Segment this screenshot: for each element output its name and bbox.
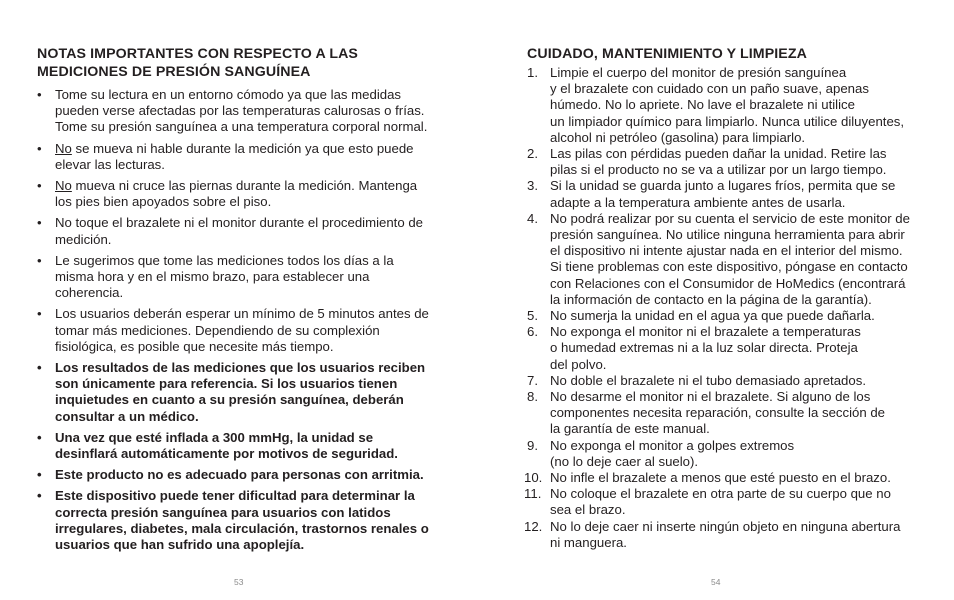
step-line: No exponga el monitor ni el brazalete a temperaturas xyxy=(550,324,861,340)
step-line: No exponga el monitor a golpes extremos xyxy=(550,437,795,453)
care-step xyxy=(527,373,927,389)
step-line: alcohol ni petróleo (gasolina) para limpiarlo. xyxy=(550,129,806,145)
note-item xyxy=(37,253,433,302)
step-line: Limpie el cuerpo del monitor de presión sanguínea xyxy=(550,65,847,80)
step-number: 1. xyxy=(527,65,538,80)
step-line: No coloque el brazalete en otra parte de su cuerpo que no xyxy=(550,486,891,502)
page-number-left: 53 xyxy=(234,577,244,587)
step-line: No desarme el monitor ni el brazalete. Si alguno de los xyxy=(550,389,871,405)
care-step xyxy=(527,324,927,373)
note-item xyxy=(37,306,433,355)
step-number: 12. xyxy=(524,518,543,534)
bullet-dot: • xyxy=(37,140,42,156)
note-item xyxy=(37,430,433,462)
left-heading-line2: MEDICIONES DE PRESIÓN SANGUÍNEA xyxy=(37,64,311,80)
step-line: con Relaciones con el Consumidor de HoMedics (encontrará xyxy=(550,275,906,291)
note-emphasis: No xyxy=(55,140,72,156)
step-line: la garantía de este manual. xyxy=(550,421,710,437)
note-item xyxy=(37,467,433,483)
note-item xyxy=(37,360,433,425)
care-step xyxy=(524,518,927,551)
step-line: Si tiene problemas con este dispositivo, póngase en contacto xyxy=(550,259,908,275)
step-number: 11. xyxy=(524,486,542,502)
step-line: y el brazalete con cuidado con un paño suave, apenas xyxy=(550,81,869,97)
step-line: No podrá realizar por su cuenta el servicio de este monitor de xyxy=(550,210,910,226)
note-text: Los resultados de las mediciones que los usuarios reciben son únicamente para referencia. Si los usuarios tienen inquietudes en cuanto a su presión sanguínea, deberán consultar a un médico. xyxy=(55,360,426,424)
care-step xyxy=(527,178,927,210)
care-step xyxy=(524,486,927,518)
note-text: Este producto no es adecuado para personas con arritmia. xyxy=(55,467,424,483)
note-text: Le sugerimos que tome las mediciones todos los días a la misma hora y en el mismo brazo, para establecer una coherencia. xyxy=(55,252,394,301)
care-step xyxy=(527,438,927,470)
page-number-right: 54 xyxy=(711,577,721,587)
step-line: No doble el brazalete ni el tubo demasiado apretados. xyxy=(550,372,866,388)
bullet-dot: • xyxy=(37,467,42,483)
right-page xyxy=(524,0,917,600)
note-text: se mueva ni hable durante la medición ya que esto puede elevar las lecturas. xyxy=(55,140,414,172)
note-text: Este dispositivo puede tener dificultad para determinar la correcta presión sanguínea para usuarios con latidos irregulares, diabetes, mala circulación, trastornos renales o usuarios que han sufrido una apoplejía. xyxy=(55,488,429,553)
care-step xyxy=(524,470,927,486)
bullet-dot: • xyxy=(37,87,42,102)
step-number: 3. xyxy=(527,178,538,194)
note-text: No toque el brazalete ni el monitor durante el procedimiento de medición. xyxy=(55,215,424,247)
bullet-dot: • xyxy=(37,488,42,504)
step-line: No sumerja la unidad en el agua ya que puede dañarla. xyxy=(550,308,875,324)
step-line: No infle el brazalete a menos que esté puesto en el brazo. xyxy=(550,470,891,486)
step-line: componentes necesita reparación, consulte la sección de xyxy=(550,405,886,421)
note-text: Una vez que esté inflada a 300 mmHg, la unidad se desinflará automáticamente por motivos de seguridad. xyxy=(55,429,398,462)
step-line: Si la unidad se guarda junto a lugares fríos, permita que se xyxy=(550,178,896,194)
step-line: pilas si el producto no se va a utilizar por un largo tiempo. xyxy=(550,162,887,178)
step-line: húmedo. No lo apriete. No lave el brazalete ni utilice xyxy=(550,97,855,113)
step-line: presión sanguínea. No utilice ninguna herramienta para abrir xyxy=(550,227,905,243)
bullet-dot: • xyxy=(37,360,42,376)
step-line: No lo deje caer ni inserte ningún objeto en ninguna abertura xyxy=(550,518,901,534)
step-line: un limpiador químico para limpiarlo. Nunca utilice diluyentes, xyxy=(550,113,905,129)
bullet-dot: • xyxy=(37,215,42,231)
step-line: Las pilas con pérdidas pueden dañar la unidad. Retire las xyxy=(550,146,887,162)
note-item xyxy=(37,488,433,553)
note-item xyxy=(37,87,433,136)
step-line: del polvo. xyxy=(550,356,607,372)
note-text: mueva ni cruce las piernas durante la medición. Mantenga los pies bien apoyados sobre el piso. xyxy=(55,178,418,210)
step-line: ni manguera. xyxy=(550,534,627,550)
left-heading-line1: NOTAS IMPORTANTES CON RESPECTO A LAS xyxy=(37,46,358,62)
step-line: el dispositivo ni intente ajustar nada en el interior del mismo. xyxy=(550,243,903,259)
care-step xyxy=(527,211,927,308)
step-number: 10. xyxy=(524,470,543,486)
note-text: Tome su lectura en un entorno cómodo ya que las medidas pueden verse afectadas por las temperaturas calurosas o frías. Tome su presión sanguínea a una temperatura corporal normal. xyxy=(55,87,428,135)
step-number: 5. xyxy=(527,308,538,324)
care-step xyxy=(527,389,927,438)
note-item xyxy=(37,141,433,173)
bullet-dot: • xyxy=(37,252,42,268)
step-line: la información de contacto en la página de la garantía). xyxy=(550,291,872,307)
note-item xyxy=(37,215,433,247)
step-number: 6. xyxy=(527,324,538,340)
note-text: Los usuarios deberán esperar un mínimo de 5 minutos antes de tomar más mediciones. Dependiendo de su complexión fisiológica, es posible que necesite más tiempo. xyxy=(55,306,429,354)
step-line: o humedad extremas ni a la luz solar directa. Proteja xyxy=(550,340,858,356)
step-number: 9. xyxy=(527,437,538,453)
important-notes-list xyxy=(37,87,433,558)
left-page xyxy=(37,0,433,600)
care-step xyxy=(527,308,927,324)
care-step xyxy=(527,65,927,146)
step-number: 2. xyxy=(527,146,538,162)
bullet-dot: • xyxy=(37,306,42,322)
right-heading: CUIDADO, MANTENIMIENTO Y LIMPIEZA xyxy=(527,46,807,62)
left-heading xyxy=(37,45,433,81)
step-line: (no lo deje caer al suelo). xyxy=(550,453,699,469)
step-line: adapte a la temperatura ambiente antes de usarla. xyxy=(550,194,846,210)
note-emphasis: No xyxy=(55,178,72,194)
step-number: 4. xyxy=(527,210,538,226)
note-item xyxy=(37,178,433,210)
bullet-dot: • xyxy=(37,429,42,445)
step-line: sea el brazo. xyxy=(550,502,626,518)
step-number: 7. xyxy=(527,372,538,388)
bullet-dot: • xyxy=(37,178,42,194)
care-step xyxy=(527,146,927,178)
step-number: 8. xyxy=(527,389,538,405)
care-steps-list xyxy=(524,65,927,551)
